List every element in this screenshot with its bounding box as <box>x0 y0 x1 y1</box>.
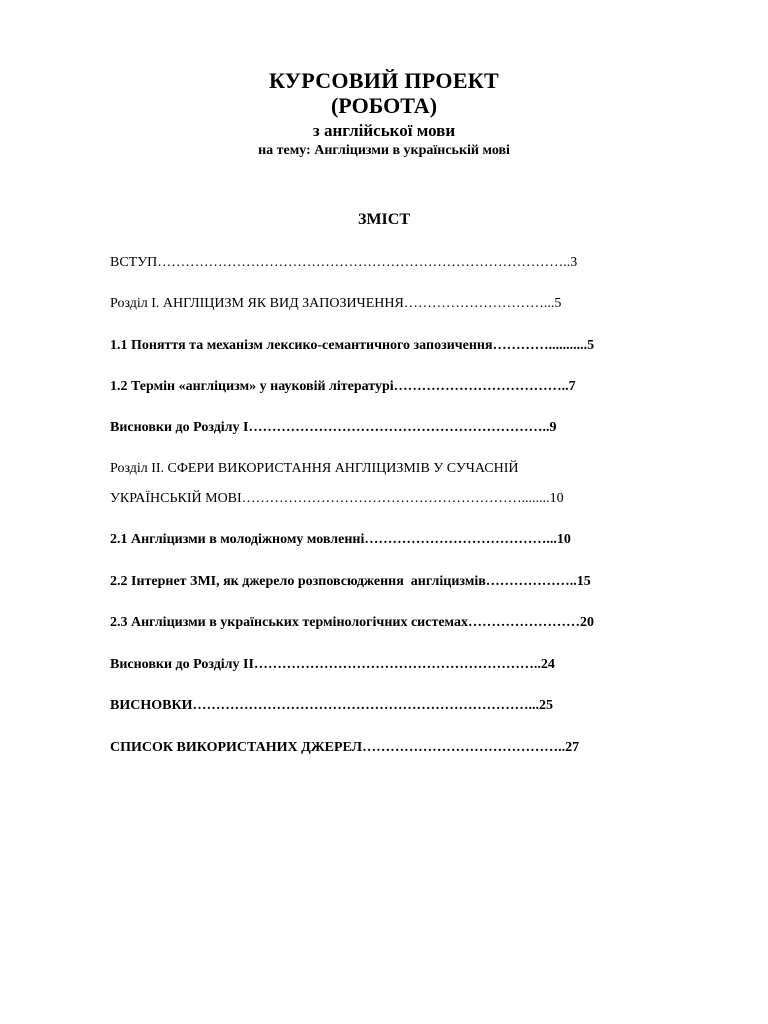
subject-line: з англійської мови <box>312 121 456 140</box>
topic-line: на тему: Англіцизми в українській мові <box>258 143 510 158</box>
contents-heading: ЗМІСТ <box>358 211 410 228</box>
work-subtitle: (РОБОТА) <box>330 93 438 118</box>
toc-entry-chapter-1: Розділ І. АНГЛІЦИЗМ ЯК ВИД ЗАПОЗИЧЕННЯ…………………………...5 <box>110 296 562 311</box>
toc-entry-1-1: 1.1 Поняття та механізм лексико-семантичного запозичення…………...........5 <box>110 338 595 353</box>
toc-entry-2-3: 2.3 Англіцизми в українських термінологічних системах……………………20 <box>110 615 594 630</box>
toc-entry-references: СПИСОК ВИКОРИСТАНИХ ДЖЕРЕЛ……………………………………..27 <box>110 740 580 755</box>
toc-entry-chapter-2-conclusions: Висновки до Розділу ІІ……………………………………………………..24 <box>110 657 555 672</box>
toc-entry-chapter-2-line-2: УКРАЇНСЬКІЙ МОВІ……………………………………………………........10 <box>110 491 564 506</box>
toc-entry-conclusions: ВИСНОВКИ………………………………………………………………...25 <box>110 698 553 713</box>
toc-entry-2-2: 2.2 Інтернет ЗМІ, як джерело розповсюдження англіцизмів………………..15 <box>110 574 591 589</box>
toc-entry-chapter-2-line-1: Розділ ІІ. СФЕРИ ВИКОРИСТАННЯ АНГЛІЦИЗМІВ У СУЧАСНІЙ <box>110 461 519 476</box>
toc-entry-2-1: 2.1 Англіцизми в молодіжному мовленні…………………………………...10 <box>110 532 571 547</box>
course-project-title: КУРСОВИЙ ПРОЕКТ <box>268 68 500 93</box>
toc-entry-introduction: ВСТУП……………………………………………………………………………..3 <box>110 255 578 270</box>
toc-entry-1-2: 1.2 Термін «англіцизм» у науковій літературі………………………………..7 <box>110 379 576 394</box>
toc-entry-chapter-1-conclusions: Висновки до Розділу І………………………………………………………..9 <box>110 420 557 435</box>
